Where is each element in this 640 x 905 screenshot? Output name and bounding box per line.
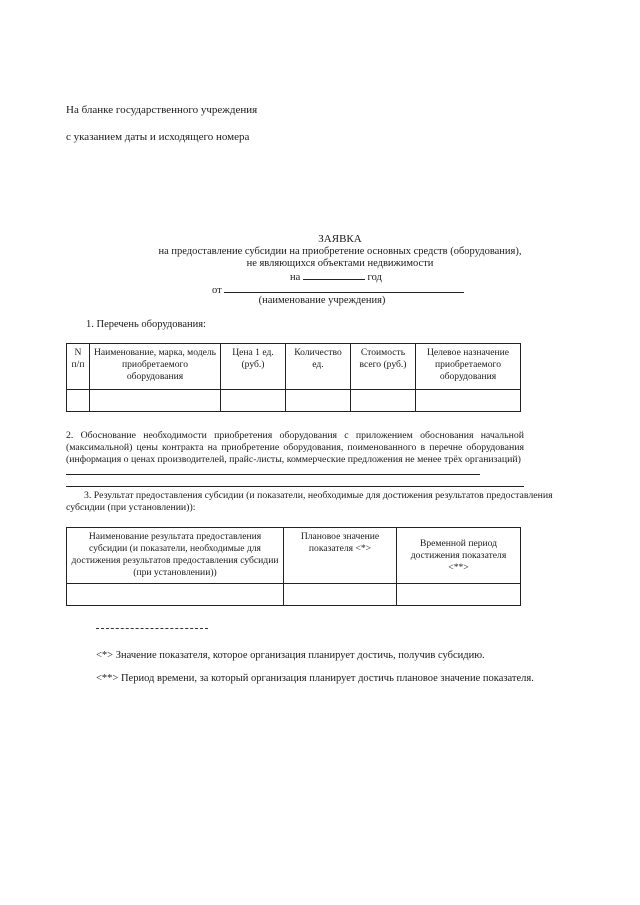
year-line — [290, 270, 382, 283]
footnote-2: <**> Период времени, за который организация планирует достичь плановое значение показателя. — [96, 673, 534, 684]
col-cost: Стоимость всего (руб.) — [351, 344, 416, 390]
institution-blank — [224, 283, 464, 293]
col-price: Цена 1 ед. (руб.) — [221, 344, 286, 390]
document-heading: ЗАЯВКА — [318, 233, 362, 245]
equipment-table-header — [67, 344, 521, 390]
col-name: Наименование, марка, модель приобретаемого оборудования — [90, 344, 221, 390]
from-prefix: от — [212, 285, 222, 296]
justification-blank-1 — [66, 474, 480, 475]
col-quantity: Количество ед. — [286, 344, 351, 390]
equipment-table — [66, 343, 521, 412]
col-planned-value: Плановое значение показателя <*> — [284, 528, 397, 584]
section3-line-2: субсидии (при установлении)): — [66, 502, 196, 513]
year-prefix: на — [290, 272, 301, 283]
title-line-1: на предоставление субсидии на приобретение основных средств (оборудования), — [158, 246, 522, 257]
justification-blank-2 — [66, 486, 524, 487]
table-row — [67, 584, 521, 606]
section2-line-3: (информация о ценах производителей, прайс-листы, коммерческие предложения не менее трёх организаций) — [66, 454, 521, 465]
results-table — [66, 527, 521, 606]
col-result-name: Наименование результата предоставления субсидии (и показатели, необходимые для достижения результатов предоставления субсидии (при установлении)) — [67, 528, 284, 584]
institution-caption: (наименование учреждения) — [258, 295, 386, 306]
section3-line-1: 3. Результат предоставления субсидии (и показатели, необходимые для достижения результатов предоставления — [84, 490, 553, 501]
title-line-2: не являющихся объектами недвижимости — [246, 258, 434, 269]
col-time-period: Временной период достижения показателя <**> — [397, 528, 521, 584]
section2-line-2: (максимальной) цены контракта на приобретение оборудования, поименованного в перечне оборудования — [66, 442, 524, 453]
section2-line-1: 2. Обоснование необходимости приобретения оборудования с приложением обоснования начальной — [66, 430, 524, 441]
results-table-header — [67, 528, 521, 584]
letterhead-line-2: с указанием даты и исходящего номера — [66, 131, 250, 143]
footnote-1: <*> Значение показателя, которое организация планирует достичь, получив субсидию. — [96, 650, 485, 661]
letterhead-line-1: На бланке государственного учреждения — [66, 104, 258, 116]
footnote-separator — [96, 628, 208, 629]
col-purpose: Целевое назначение приобретаемого оборудования — [416, 344, 521, 390]
col-number: N п/п — [67, 344, 90, 390]
year-blank — [303, 270, 365, 280]
section1-heading: 1. Перечень оборудования: — [86, 319, 206, 330]
year-suffix: год — [367, 272, 382, 283]
table-row — [67, 390, 521, 412]
